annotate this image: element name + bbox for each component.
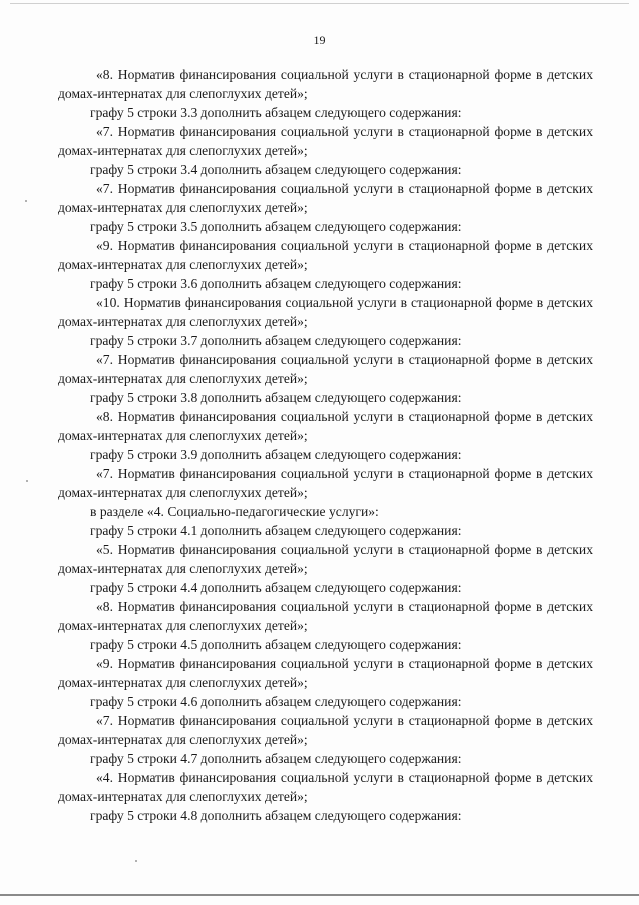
- amendment-quote: «8. Норматив финансирования социальной услуги в стационарной форме в детских домах-интернатах для слепоглухих детей»;: [58, 67, 593, 101]
- amendment-instruction: графу 5 строки 3.6 дополнить абзацем следующего содержания:: [90, 276, 462, 291]
- amendment-instruction: графу 5 строки 4.8 дополнить абзацем следующего содержания:: [90, 808, 462, 823]
- amendment-quote: «9. Норматив финансирования социальной услуги в стационарной форме в детских домах-интернатах для слепоглухих детей»;: [58, 238, 593, 272]
- scan-edge-bottom: [0, 894, 639, 896]
- amendment-quote: «10. Норматив финансирования социальной услуги в стационарной форме в детских домах-интернатах для слепоглухих детей»;: [58, 295, 593, 329]
- amendment-quote: «8. Норматив финансирования социальной услуги в стационарной форме в детских домах-интернатах для слепоглухих детей»;: [58, 409, 593, 443]
- amendment-instruction: графу 5 строки 3.9 дополнить абзацем следующего содержания:: [90, 447, 462, 462]
- page-number: 19: [313, 33, 326, 47]
- amendment-instruction: графу 5 строки 3.8 дополнить абзацем следующего содержания:: [90, 390, 462, 405]
- amendment-instruction: графу 5 строки 4.1 дополнить абзацем следующего содержания:: [90, 523, 462, 538]
- scan-speck: [135, 860, 137, 862]
- amendment-instruction: графу 5 строки 4.5 дополнить абзацем следующего содержания:: [90, 637, 462, 652]
- amendment-instruction: графу 5 строки 3.7 дополнить абзацем следующего содержания:: [90, 333, 462, 348]
- amendment-instruction: графу 5 строки 3.3 дополнить абзацем следующего содержания:: [90, 105, 462, 120]
- amendment-instruction: графу 5 строки 4.6 дополнить абзацем следующего содержания:: [90, 694, 462, 709]
- amendment-quote: «7. Норматив финансирования социальной услуги в стационарной форме в детских домах-интернатах для слепоглухих детей»;: [58, 466, 593, 500]
- amendment-quote: «5. Норматив финансирования социальной услуги в стационарной форме в детских домах-интернатах для слепоглухих детей»;: [58, 542, 593, 576]
- section-heading-instruction: в разделе «4. Социально-педагогические услуги»:: [90, 504, 379, 519]
- document-body: [58, 65, 593, 825]
- amendment-quote: «7. Норматив финансирования социальной услуги в стационарной форме в детских домах-интернатах для слепоглухих детей»;: [58, 181, 593, 215]
- amendment-quote: «7. Норматив финансирования социальной услуги в стационарной форме в детских домах-интернатах для слепоглухих детей»;: [58, 124, 593, 158]
- amendment-quote: «8. Норматив финансирования социальной услуги в стационарной форме в детских домах-интернатах для слепоглухих детей»;: [58, 599, 593, 633]
- amendment-instruction: графу 5 строки 3.4 дополнить абзацем следующего содержания:: [90, 162, 462, 177]
- amendment-quote: «4. Норматив финансирования социальной услуги в стационарной форме в детских домах-интернатах для слепоглухих детей»;: [58, 770, 593, 804]
- amendment-quote: «9. Норматив финансирования социальной услуги в стационарной форме в детских домах-интернатах для слепоглухих детей»;: [58, 656, 593, 690]
- scan-speck: [26, 480, 28, 482]
- scan-edge-top: [10, 3, 629, 4]
- amendment-instruction: графу 5 строки 4.4 дополнить абзацем следующего содержания:: [90, 580, 462, 595]
- amendment-quote: «7. Норматив финансирования социальной услуги в стационарной форме в детских домах-интернатах для слепоглухих детей»;: [58, 713, 593, 747]
- amendment-instruction: графу 5 строки 4.7 дополнить абзацем следующего содержания:: [90, 751, 462, 766]
- amendment-quote: «7. Норматив финансирования социальной услуги в стационарной форме в детских домах-интернатах для слепоглухих детей»;: [58, 352, 593, 386]
- scan-speck: [25, 200, 27, 202]
- amendment-instruction: графу 5 строки 3.5 дополнить абзацем следующего содержания:: [90, 219, 462, 234]
